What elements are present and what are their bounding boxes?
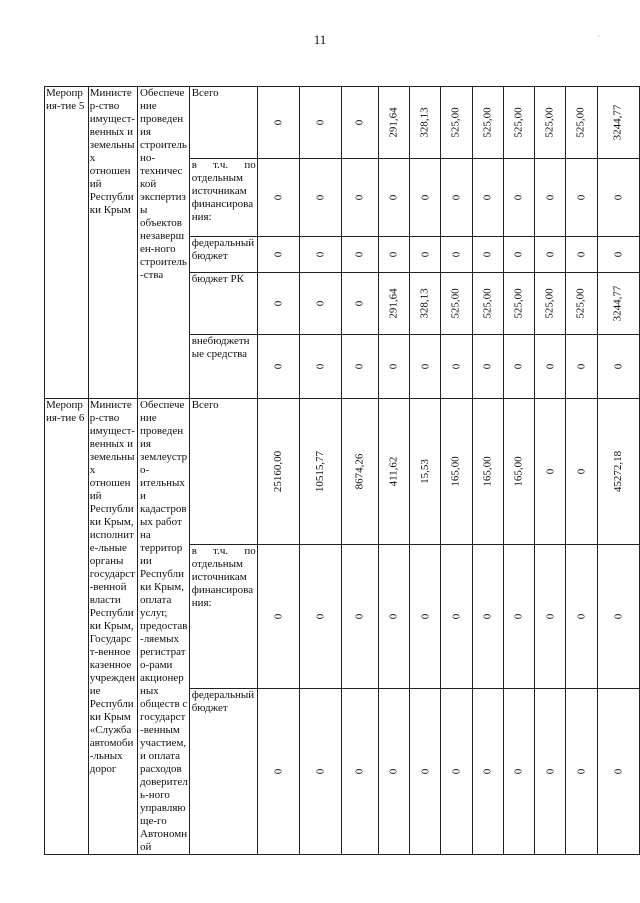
value-text: 10515,77 [314, 451, 327, 493]
value-cell [410, 159, 441, 237]
value-cell [566, 689, 597, 855]
value-cell [566, 273, 597, 335]
value-text: 0 [450, 614, 463, 620]
value-text: 291,64 [387, 107, 400, 138]
value-cell [503, 273, 534, 335]
value-text: 0 [314, 119, 327, 126]
value-text: 0 [481, 768, 494, 775]
value-cell [535, 689, 566, 855]
value-cell [257, 237, 299, 273]
value-cell [342, 399, 379, 545]
value-text: 328,13 [418, 288, 431, 319]
value-cell [299, 87, 341, 159]
value-text: 0 [418, 194, 431, 201]
value-cell [342, 87, 379, 159]
value-cell [597, 273, 639, 335]
value-cell [597, 335, 639, 399]
value-text: 0 [575, 363, 588, 370]
value-text: 0 [481, 614, 494, 620]
value-text: 15,53 [418, 459, 431, 485]
value-text: 0 [611, 251, 624, 258]
value-text: 0 [481, 194, 494, 201]
value-text: 0 [271, 363, 284, 370]
value-cell [378, 237, 409, 273]
value-cell [410, 689, 441, 855]
value-cell [503, 545, 534, 689]
value-text: 411,62 [387, 456, 400, 487]
value-cell [566, 399, 597, 545]
value-cell [257, 159, 299, 237]
value-cell [535, 399, 566, 545]
value-cell [503, 335, 534, 399]
value-text: 0 [271, 119, 284, 126]
value-text: 525,00 [481, 107, 494, 138]
funding-source: бюджет РК [189, 273, 257, 335]
value-text: 0 [481, 363, 494, 370]
value-cell [257, 399, 299, 545]
value-text: 0 [353, 119, 366, 126]
value-text: 328,13 [418, 107, 431, 138]
value-text: 165,00 [450, 456, 463, 487]
value-cell [535, 87, 566, 159]
value-cell [597, 399, 639, 545]
value-text: 0 [271, 614, 284, 620]
value-cell [378, 273, 409, 335]
value-text: 165,00 [481, 456, 494, 487]
value-cell [503, 87, 534, 159]
value-text: 525,00 [543, 107, 556, 138]
value-cell [441, 273, 472, 335]
value-text: 0 [611, 768, 624, 775]
funding-source: внебюджетные средства [189, 335, 257, 399]
value-cell [597, 689, 639, 855]
value-text: 0 [481, 251, 494, 258]
value-cell [566, 87, 597, 159]
value-cell [342, 545, 379, 689]
value-text: 0 [353, 614, 366, 620]
value-text: 0 [353, 300, 366, 307]
value-cell [299, 545, 341, 689]
value-cell [257, 273, 299, 335]
value-text: 0 [543, 614, 556, 620]
value-text: 165,00 [512, 456, 525, 487]
value-cell [472, 689, 503, 855]
value-cell [299, 689, 341, 855]
value-cell [410, 273, 441, 335]
value-text: 0 [450, 251, 463, 258]
value-cell [378, 545, 409, 689]
value-cell [410, 87, 441, 159]
value-cell [535, 335, 566, 399]
value-text: 8674,26 [353, 453, 366, 490]
value-cell [535, 159, 566, 237]
value-text: 0 [271, 194, 284, 201]
funding-table [44, 86, 640, 855]
value-text: 0 [314, 251, 327, 258]
value-cell [378, 159, 409, 237]
value-cell [378, 689, 409, 855]
value-text: 0 [353, 363, 366, 370]
value-text: 0 [418, 251, 431, 258]
value-text: 291,64 [387, 288, 400, 319]
event-name: Мероприя-тие 5 [45, 87, 89, 399]
value-cell [566, 159, 597, 237]
value-text: 525,00 [450, 107, 463, 138]
value-text: 525,00 [512, 288, 525, 319]
value-cell [472, 545, 503, 689]
value-text: 0 [575, 614, 588, 620]
value-text: 0 [611, 194, 624, 201]
value-text: 525,00 [512, 107, 525, 138]
value-cell [342, 159, 379, 237]
value-text: 0 [387, 768, 400, 775]
value-cell [535, 545, 566, 689]
value-cell [441, 159, 472, 237]
value-text: 0 [387, 194, 400, 201]
value-cell [472, 159, 503, 237]
value-text: 0 [314, 614, 327, 620]
value-text: 0 [353, 768, 366, 775]
value-text: 0 [314, 194, 327, 201]
value-cell [535, 273, 566, 335]
value-cell [299, 273, 341, 335]
value-text: 0 [450, 363, 463, 370]
value-cell [410, 545, 441, 689]
value-text: 0 [575, 468, 588, 475]
value-cell [503, 399, 534, 545]
value-text: 525,00 [575, 107, 588, 138]
value-text: 0 [543, 468, 556, 475]
value-text: 0 [450, 194, 463, 201]
value-text: 0 [314, 363, 327, 370]
value-text: 0 [543, 194, 556, 201]
page-number: 11 [313, 32, 327, 47]
value-cell [503, 159, 534, 237]
event-description: Обеспечение проведения строительно-технической экспертизы объектов незавершен-ного строитель-ства [138, 87, 190, 399]
value-text: 0 [543, 768, 556, 775]
value-text: 0 [387, 614, 400, 620]
value-cell [257, 689, 299, 855]
value-cell [299, 237, 341, 273]
value-text: 0 [512, 194, 525, 201]
funding-source: Всего [189, 87, 257, 159]
value-cell [566, 335, 597, 399]
value-text: 0 [611, 363, 624, 370]
value-cell [342, 237, 379, 273]
table-row [45, 399, 640, 545]
value-cell [441, 399, 472, 545]
value-cell [257, 545, 299, 689]
value-text: 0 [314, 300, 327, 307]
value-cell [342, 335, 379, 399]
value-cell [299, 335, 341, 399]
value-cell [597, 159, 639, 237]
value-text: 0 [353, 194, 366, 201]
event-description: Обеспечение проведения землеустро-ительных и кадастровых работ на территории Республики Крым, оплата услуг, предостав-ляемых регистрато-рами акционерных обществ с государст-венным участием, и оплата расходов доверитель-ного управляюще-го Автономной [138, 399, 190, 855]
value-text: 0 [271, 300, 284, 307]
value-cell [597, 237, 639, 273]
table-row [45, 87, 640, 159]
value-cell [410, 335, 441, 399]
value-cell [472, 237, 503, 273]
event-responsible: Министер-ство имущест-венных и земельных отношений Республики Крым [88, 87, 137, 399]
event-responsible: Министер-ство имущест-венных и земельных отношений Республики Крым, исполните-льные органы государст-венной власти Республики Крым, Государст-венное казенное учреждение Республики Крым «Служба автомоби-льных дорог [88, 399, 137, 855]
value-text: 0 [512, 614, 525, 620]
value-cell [503, 689, 534, 855]
value-text: 0 [418, 363, 431, 370]
value-cell [342, 689, 379, 855]
value-cell [566, 545, 597, 689]
value-cell [342, 273, 379, 335]
value-text: 0 [543, 251, 556, 258]
value-text: 0 [512, 251, 525, 258]
value-cell [566, 237, 597, 273]
value-cell [441, 335, 472, 399]
funding-source: в т.ч. по отдельным источникам финансирования: [189, 545, 257, 689]
value-text: 0 [512, 363, 525, 370]
value-cell [535, 237, 566, 273]
value-cell [597, 87, 639, 159]
value-text: 0 [450, 768, 463, 775]
value-text: 525,00 [543, 288, 556, 319]
value-cell [410, 399, 441, 545]
value-cell [441, 237, 472, 273]
value-text: 0 [314, 768, 327, 775]
scan-speck: · [597, 32, 600, 41]
value-text: 0 [611, 614, 624, 620]
value-text: 0 [575, 194, 588, 201]
value-text: 0 [418, 614, 431, 620]
funding-source: федеральный бюджет [189, 689, 257, 855]
value-text: 525,00 [450, 288, 463, 319]
value-cell [441, 545, 472, 689]
value-cell [299, 399, 341, 545]
value-cell [472, 335, 503, 399]
value-text: 0 [271, 768, 284, 775]
value-text: 0 [543, 363, 556, 370]
value-cell [503, 237, 534, 273]
value-text: 0 [387, 251, 400, 258]
value-text: 0 [353, 251, 366, 258]
value-text: 0 [575, 251, 588, 258]
funding-source: в т.ч. по отдельным источникам финансирования: [189, 159, 257, 237]
value-text: 3244,77 [611, 104, 624, 141]
event-name: Мероприя-тие 6 [45, 399, 89, 855]
funding-source: федеральный бюджет [189, 237, 257, 273]
funding-source: Всего [189, 399, 257, 545]
value-cell [441, 689, 472, 855]
value-cell [410, 237, 441, 273]
value-text: 45272,18 [611, 451, 624, 493]
value-cell [441, 87, 472, 159]
value-text: 0 [512, 768, 525, 775]
value-text: 525,00 [481, 288, 494, 319]
value-cell [472, 87, 503, 159]
value-text: 525,00 [575, 288, 588, 319]
value-cell [378, 335, 409, 399]
value-cell [378, 87, 409, 159]
value-cell [257, 87, 299, 159]
value-cell [299, 159, 341, 237]
value-text: 0 [418, 768, 431, 775]
value-text: 3244,77 [611, 285, 624, 322]
value-cell [472, 399, 503, 545]
value-cell [597, 545, 639, 689]
value-text: 25160,00 [271, 451, 284, 493]
value-text: 0 [271, 251, 284, 258]
value-cell [257, 335, 299, 399]
value-cell [378, 399, 409, 545]
value-cell [472, 273, 503, 335]
value-text: 0 [387, 363, 400, 370]
value-text: 0 [575, 768, 588, 775]
